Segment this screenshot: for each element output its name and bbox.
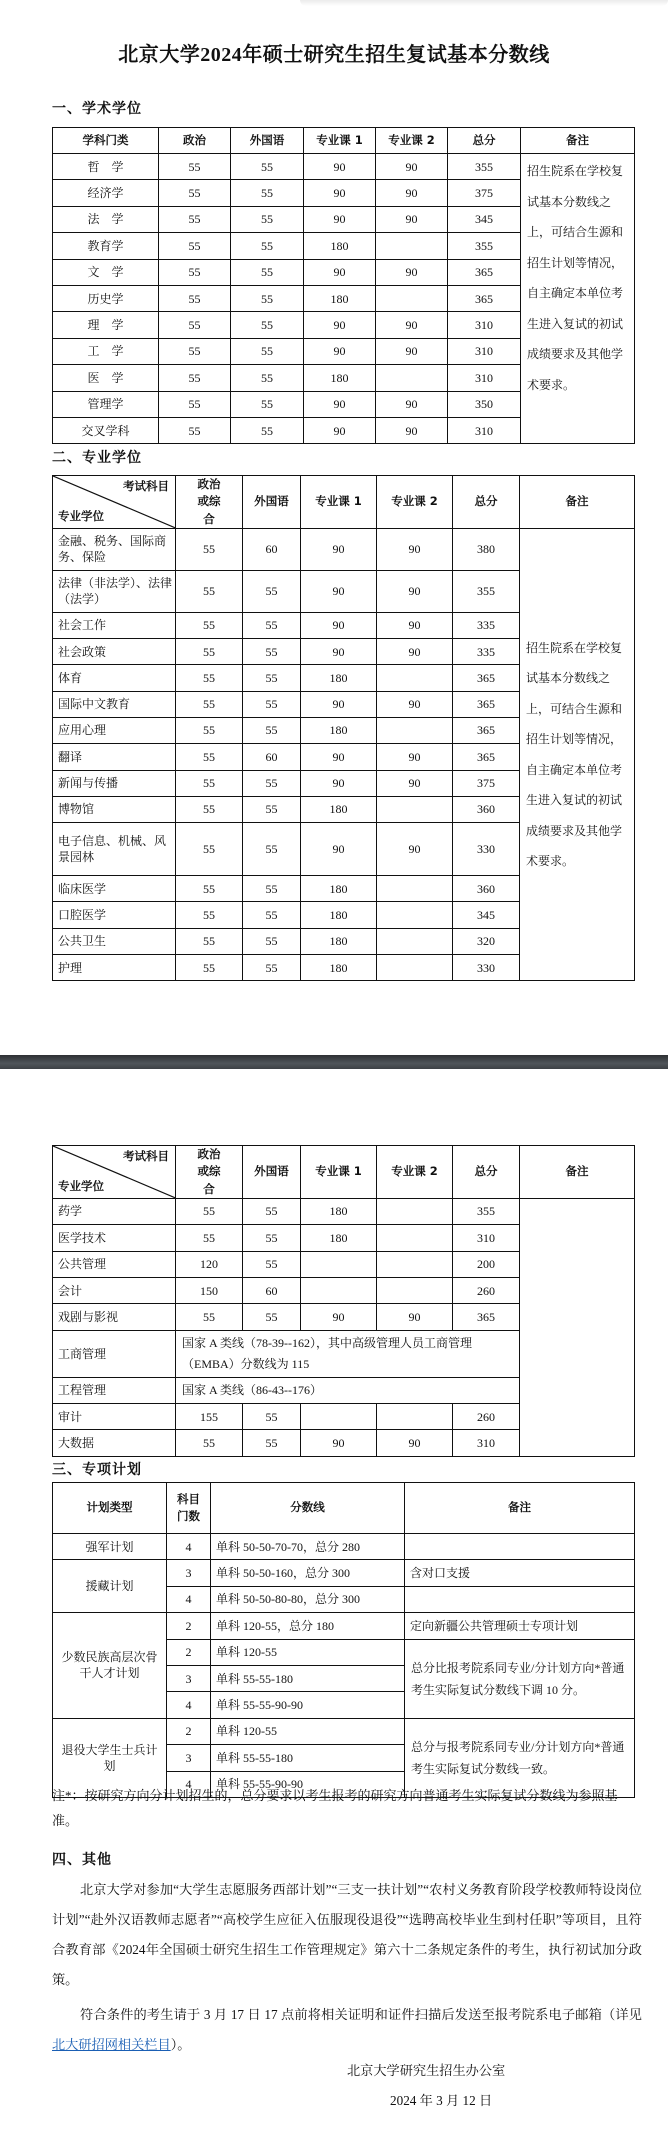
total-score: 365 [453,665,520,691]
discipline-name: 历史学 [53,285,159,311]
politics-score: 55 [176,528,243,570]
total-score: 310 [453,1430,520,1456]
course1-score: 90 [301,570,377,612]
total-score: 350 [448,391,521,417]
politics-score: 55 [159,391,231,417]
total-score: 345 [448,206,521,232]
course1-score: 180 [301,928,377,954]
language-score: 55 [231,338,304,364]
col-header: 专业课 1 [301,476,377,529]
diagonal-header-cell [53,476,176,529]
section-heading-other: 四、其他 [52,1852,112,1868]
col-header: 备注 [405,1483,635,1534]
language-score: 55 [243,717,301,743]
score-line: 单科 50-50-80-80，总分 300 [211,1586,405,1612]
total-score: 310 [448,365,521,391]
course2-score: 90 [376,417,448,443]
degree-name: 法律（非法学）、法律（法学） [53,570,176,612]
politics-score: 150 [176,1277,243,1303]
politics-score: 55 [159,180,231,206]
plan-type: 少数民族高层次骨干人才计划 [53,1613,167,1719]
subject-count: 2 [167,1718,211,1744]
politics-score: 55 [176,902,243,928]
score-line: 单科 120-55 [211,1639,405,1665]
col-header: 总分 [453,476,520,529]
special-plans-table [52,1482,635,1798]
total-score: 335 [453,639,520,665]
language-score: 55 [231,154,304,180]
course2-score: 90 [376,206,448,232]
course1-score: 90 [301,770,377,796]
course1-score: 180 [301,717,377,743]
table-row [53,1560,635,1586]
degree-name: 药学 [53,1198,176,1224]
course1-score: 90 [301,612,377,638]
score-line: 单科 50-50-70-70，总分 280 [211,1534,405,1560]
course1-score: 90 [304,259,376,285]
discipline-name: 理 学 [53,312,159,338]
diag-top-label: 考试科目 [123,479,169,493]
language-score: 60 [243,528,301,570]
politics-score: 55 [159,285,231,311]
course2-score [376,365,448,391]
subject-count: 3 [167,1665,211,1691]
plan-note: 总分比报考院系同专业/分计划方向*普通考生实际复试分数线下调 10 分。 [405,1639,635,1718]
politics-score: 55 [176,796,243,822]
course2-score [377,796,453,822]
admissions-site-link[interactable]: 北大研招网相关栏目 [52,2037,171,2052]
course2-score: 90 [376,338,448,364]
score-line: 单科 120-55 [211,1718,405,1744]
degree-name: 体育 [53,665,176,691]
submission-text: 符合条件的考生请于 3 月 17 日 17 点前将相关证明和证件扫描后发送至报考院系电子邮箱（详见 [80,2007,642,2022]
total-score: 375 [448,180,521,206]
footnote: 注*：按研究方向分计划招生的，总分要求以考生报考的研究方向普通考生实际复试分数线为参照基准。 [52,1788,618,1828]
course2-score [377,1251,453,1277]
total-score: 335 [453,612,520,638]
total-score: 320 [453,928,520,954]
section-heading-professional: 二、专业学位 [52,450,142,466]
course1-score: 90 [304,338,376,364]
politics-score: 55 [159,417,231,443]
course2-score [377,928,453,954]
course2-score: 90 [377,691,453,717]
course1-score: 90 [301,1430,377,1456]
language-score: 55 [243,902,301,928]
language-score: 55 [243,665,301,691]
degree-name: 应用心理 [53,717,176,743]
total-score: 355 [448,233,521,259]
total-score: 310 [448,338,521,364]
plan-note: 总分与报考院系同专业/分计划方向*普通考生实际复试分数线一致。 [405,1718,635,1797]
politics-score: 55 [176,1198,243,1224]
language-score: 55 [243,823,301,876]
course2-score: 90 [377,612,453,638]
course1-score: 180 [301,665,377,691]
language-score: 55 [231,233,304,259]
politics-score: 55 [159,206,231,232]
politics-score: 55 [159,338,231,364]
politics-score: 55 [159,365,231,391]
language-score: 55 [231,312,304,338]
course1-score: 90 [304,154,376,180]
score-line: 单科 55-55-90-90 [211,1692,405,1718]
plan-type: 强军计划 [53,1534,167,1560]
politics-score: 55 [176,744,243,770]
discipline-name: 经济学 [53,180,159,206]
table-row [53,1613,635,1639]
language-score: 55 [231,285,304,311]
degree-name: 电子信息、机械、风景园林 [53,823,176,876]
politics-score: 55 [176,1225,243,1251]
degree-name: 医学技术 [53,1225,176,1251]
course1-score: 180 [301,1225,377,1251]
table-row [53,154,635,180]
signature-date: 2024 年 3 月 12 日 [390,2093,493,2108]
degree-name: 戏剧与影视 [53,1304,176,1330]
politics-score: 55 [159,259,231,285]
col-header: 专业课 2 [377,476,453,529]
course1-score: 90 [304,312,376,338]
submission-paragraph [52,2000,642,2060]
language-score: 55 [243,1251,301,1277]
degree-name: 口腔医学 [53,902,176,928]
course2-score: 90 [376,391,448,417]
language-score: 55 [243,796,301,822]
course1-score [301,1251,377,1277]
diagonal-header-cell [53,1146,176,1199]
discipline-name: 文 学 [53,259,159,285]
col-header: 外国语 [243,476,301,529]
language-score: 55 [243,691,301,717]
course1-score: 90 [301,1304,377,1330]
course2-score: 90 [377,570,453,612]
degree-name: 国际中文教育 [53,691,176,717]
total-score: 380 [453,528,520,570]
politics-score: 55 [176,612,243,638]
course2-score: 90 [377,639,453,665]
language-score: 55 [243,770,301,796]
table-row [53,1198,635,1224]
course2-score [376,285,448,311]
degree-name: 工程管理 [53,1377,176,1403]
politics-score: 55 [176,691,243,717]
degree-name: 公共卫生 [53,928,176,954]
diag-bottom-label: 专业学位 [58,509,104,524]
degree-name: 会计 [53,1277,176,1303]
total-score: 360 [453,876,520,902]
total-score: 365 [448,259,521,285]
total-score: 365 [453,1304,520,1330]
language-score: 55 [243,1198,301,1224]
col-header: 总分 [453,1146,520,1199]
total-score: 310 [448,312,521,338]
politics-score: 55 [176,876,243,902]
course2-score [377,665,453,691]
course1-score: 90 [304,417,376,443]
total-score: 200 [453,1251,520,1277]
course1-score: 180 [301,902,377,928]
politics-score: 55 [159,154,231,180]
total-score: 345 [453,902,520,928]
col-header: 科目门数 [167,1483,211,1534]
course2-score: 90 [376,180,448,206]
remark-cell: 招生院系在学校复试基本分数线之上，可结合生源和招生计划等情况，自主确定本单位考生进入复试的初试成绩要求及其他学术要求。 [521,154,635,444]
language-score: 55 [243,570,301,612]
national-line-note: 国家 A 类线（78-39--162），其中高级管理人员工商管理（EMBA）分数线为 115 [176,1330,520,1377]
total-score: 310 [453,1225,520,1251]
course1-score: 180 [301,955,377,981]
col-header: 备注 [520,476,635,529]
language-score: 55 [231,391,304,417]
subject-count: 2 [167,1639,211,1665]
score-line: 单科 55-55-180 [211,1745,405,1771]
course1-score: 90 [304,391,376,417]
language-score: 55 [231,365,304,391]
course1-score: 90 [301,823,377,876]
language-score: 55 [231,259,304,285]
total-score: 310 [448,417,521,443]
language-score: 55 [243,876,301,902]
course2-score: 90 [377,770,453,796]
course1-score: 180 [301,1198,377,1224]
course2-score: 90 [377,1430,453,1456]
remark-cell [520,1198,635,1456]
plan-note [405,1586,635,1612]
language-score: 55 [231,180,304,206]
diag-top-label: 考试科目 [123,1149,169,1163]
col-header: 备注 [520,1146,635,1199]
politics-score: 55 [176,1304,243,1330]
course2-score: 90 [376,259,448,285]
discipline-name: 教育学 [53,233,159,259]
score-line: 单科 55-55-180 [211,1665,405,1691]
language-score: 55 [243,1225,301,1251]
course1-score: 90 [301,528,377,570]
course1-score: 90 [301,691,377,717]
total-score: 330 [453,823,520,876]
politics-score: 55 [176,928,243,954]
politics-score: 55 [176,770,243,796]
discipline-name: 管理学 [53,391,159,417]
politics-score: 55 [176,717,243,743]
language-score: 55 [243,955,301,981]
table-row [53,528,635,570]
course2-score: 90 [377,823,453,876]
language-score: 55 [231,206,304,232]
section-heading-academic: 一、学术学位 [52,101,142,117]
total-score: 360 [453,796,520,822]
politics-score: 55 [176,955,243,981]
diag-bottom-label: 专业学位 [58,1179,104,1194]
language-score: 55 [243,639,301,665]
course2-score [377,902,453,928]
total-score: 365 [453,691,520,717]
col-header: 外国语 [243,1146,301,1199]
total-score: 355 [453,1198,520,1224]
subject-count: 4 [167,1692,211,1718]
viewer-top-shadow [300,0,668,6]
language-score: 55 [243,928,301,954]
total-score: 330 [453,955,520,981]
politics-score: 155 [176,1404,243,1430]
discipline-name: 医 学 [53,365,159,391]
score-line: 单科 50-50-160，总分 300 [211,1560,405,1586]
politics-score: 55 [176,823,243,876]
discipline-name: 哲 学 [53,154,159,180]
score-line: 单科 120-55，总分 180 [211,1613,405,1639]
course1-score: 90 [304,180,376,206]
col-header: 政治或综合 [176,476,243,529]
total-score: 365 [453,717,520,743]
course2-score [377,876,453,902]
total-score: 260 [453,1404,520,1430]
course2-score: 90 [376,312,448,338]
remark-cell: 招生院系在学校复试基本分数线之上，可结合生源和招生计划等情况，自主确定本单位考生进入复试的初试成绩要求及其他学术要求。 [520,528,635,981]
politics-score: 55 [159,312,231,338]
politics-score: 55 [159,233,231,259]
plan-type: 退役大学生士兵计划 [53,1718,167,1797]
course2-score: 90 [377,528,453,570]
course2-score [377,1277,453,1303]
course1-score [301,1404,377,1430]
politics-score: 55 [176,665,243,691]
politics-score: 55 [176,570,243,612]
politics-score: 55 [176,639,243,665]
language-score: 60 [243,1277,301,1303]
course1-score: 180 [304,233,376,259]
plan-type: 援藏计划 [53,1560,167,1613]
col-header: 分数线 [211,1483,405,1534]
degree-name: 博物馆 [53,796,176,822]
subject-count: 4 [167,1771,211,1797]
course2-score [377,955,453,981]
academic-degree-table [52,127,635,444]
plan-note [405,1534,635,1560]
subject-count: 3 [167,1745,211,1771]
course2-score: 90 [377,1304,453,1330]
col-header: 备注 [521,128,635,154]
col-header: 学科门类 [53,128,159,154]
discipline-name: 工 学 [53,338,159,364]
degree-name: 金融、税务、国际商务、保险 [53,528,176,570]
degree-name: 审计 [53,1404,176,1430]
degree-name: 临床医学 [53,876,176,902]
course2-score: 90 [376,154,448,180]
course2-score [377,717,453,743]
col-header: 专业课 1 [304,128,376,154]
plan-note: 含对口支援 [405,1560,635,1586]
total-score: 365 [448,285,521,311]
language-score: 60 [243,744,301,770]
language-score: 55 [243,1430,301,1456]
bonus-policy-paragraph: 北京大学对参加“大学生志愿服务西部计划”“三支一扶计划”“农村义务教育阶段学校教师特设岗位计划”“赴外汉语教师志愿者”“高校学生应征入伍服现役退役”“选聘高校毕业生到村任职”等项目，且符合教育部《2024年全国硕士研究生招生工作管理规定》第六十二条规定条件的考生，执行初试加分政策。 [52,1882,642,1987]
course1-score [301,1277,377,1303]
degree-name: 翻译 [53,744,176,770]
section-heading-special-plans: 三、专项计划 [52,1462,142,1478]
degree-name: 护理 [53,955,176,981]
subject-count: 4 [167,1586,211,1612]
professional-degree-table-continued [52,1145,635,1457]
col-header: 专业课 2 [377,1146,453,1199]
course1-score: 180 [301,876,377,902]
col-header: 政治或综合 [176,1146,243,1199]
course2-score [377,1225,453,1251]
language-score: 55 [243,1404,301,1430]
col-header: 总分 [448,128,521,154]
national-line-note: 国家 A 类线（86-43--176） [176,1377,520,1403]
professional-degree-table [52,475,635,981]
course1-score: 180 [304,365,376,391]
total-score: 355 [453,570,520,612]
plan-note: 定向新疆公共管理硕士专项计划 [405,1613,635,1639]
degree-name: 新闻与传播 [53,770,176,796]
degree-name: 工商管理 [53,1330,176,1377]
subject-count: 3 [167,1560,211,1586]
degree-name: 公共管理 [53,1251,176,1277]
table-row [53,1718,635,1744]
col-header: 专业课 2 [376,128,448,154]
course1-score: 90 [301,744,377,770]
submission-text-end: ）。 [170,2037,191,2052]
col-header: 专业课 1 [301,1146,377,1199]
subject-count: 2 [167,1613,211,1639]
course1-score: 180 [301,796,377,822]
col-header: 外国语 [231,128,304,154]
degree-name: 大数据 [53,1430,176,1456]
course1-score: 90 [301,639,377,665]
degree-name: 社会政策 [53,639,176,665]
politics-score: 120 [176,1251,243,1277]
course2-score [377,1404,453,1430]
subject-count: 4 [167,1534,211,1560]
signature-office: 北京大学研究生招生办公室 [347,2063,506,2078]
total-score: 260 [453,1277,520,1303]
col-header: 政治 [159,128,231,154]
total-score: 375 [453,770,520,796]
degree-name: 社会工作 [53,612,176,638]
discipline-name: 交叉学科 [53,417,159,443]
score-line: 单科 55-55-90-90 [211,1771,405,1797]
language-score: 55 [231,417,304,443]
course2-score [377,1198,453,1224]
discipline-name: 法 学 [53,206,159,232]
course2-score [376,233,448,259]
course1-score: 90 [304,206,376,232]
course2-score: 90 [377,744,453,770]
politics-score: 55 [176,1430,243,1456]
course1-score: 180 [304,285,376,311]
total-score: 365 [453,744,520,770]
language-score: 55 [243,1304,301,1330]
col-header: 计划类型 [53,1483,167,1534]
page-break-separator [0,1055,668,1069]
table-row [53,1534,635,1560]
document-title: 北京大学2024年硕士研究生招生复试基本分数线 [118,44,550,66]
language-score: 55 [243,612,301,638]
total-score: 355 [448,154,521,180]
